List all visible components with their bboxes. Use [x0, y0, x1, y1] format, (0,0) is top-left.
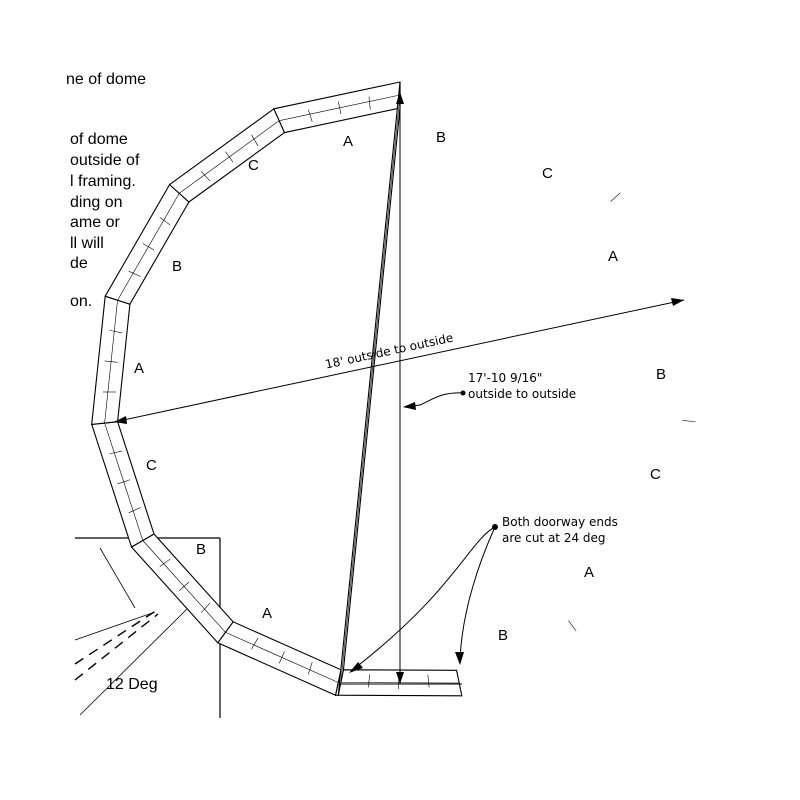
- note-line-3: outside of: [70, 152, 140, 169]
- doorway-note-line-1: Both doorway ends: [502, 515, 618, 529]
- segment-label: A: [262, 605, 273, 622]
- segment-label: B: [196, 541, 207, 558]
- wall-segment: [92, 296, 130, 424]
- segment-label: B: [656, 366, 667, 383]
- doorway-callout: [349, 524, 498, 673]
- doorway-note-line-2: are cut at 24 deg: [502, 531, 606, 545]
- stud-line: [683, 420, 696, 421]
- segment-label: B: [172, 258, 183, 275]
- wall-segment: [274, 82, 400, 133]
- note-line-9: on.: [70, 293, 93, 310]
- diagonal-arrow-right: [671, 298, 684, 306]
- note-line-4: l framing.: [70, 173, 136, 190]
- vertical-dimension: [341, 92, 462, 684]
- wall-segment: [92, 422, 154, 547]
- angle-label: 12 Deg: [106, 676, 158, 693]
- note-line-8: de: [70, 255, 88, 272]
- segment-label: B: [498, 627, 509, 644]
- segment-label: A: [134, 360, 145, 377]
- detail-dashed-2: [75, 612, 154, 664]
- diagonal-dimension-line: [114, 300, 684, 422]
- segment-label: C: [650, 466, 661, 483]
- wall-segment: [170, 109, 285, 202]
- wall-segment-outline: [92, 422, 154, 547]
- note-line-7: ll will: [70, 235, 104, 252]
- segment-label: C: [146, 457, 157, 474]
- note-line-5: ding on: [70, 194, 123, 211]
- vertical-dimension-label-1: 17'-10 9/16": [468, 371, 543, 385]
- note-line-1: ne of dome: [66, 71, 147, 88]
- detail-diagonal-3: [80, 606, 190, 715]
- wall-segment: [132, 534, 234, 643]
- wall-segment-outline: [92, 296, 130, 424]
- detail-diagonal-1: [100, 548, 135, 608]
- segment-label: C: [542, 165, 553, 182]
- vertical-dimension-callout: [403, 391, 466, 411]
- stud-line: [568, 621, 576, 631]
- segment-label: A: [608, 248, 619, 265]
- diagonal-dimension: [114, 298, 684, 424]
- callout-dot: [461, 391, 466, 396]
- doorway-leader-right: [460, 527, 495, 660]
- callout-arrowhead: [403, 402, 416, 410]
- segment-label: A: [343, 133, 354, 150]
- wall-segment-outline: [218, 622, 341, 695]
- dome-wall-ring: [92, 82, 696, 696]
- wall-midline: [341, 95, 400, 683]
- doorway-arrow-right: [455, 652, 464, 665]
- doorway-leader-left: [355, 527, 495, 668]
- detail-dashed-1: [75, 614, 158, 680]
- wall-segment-outline: [274, 82, 400, 133]
- diagonal-dimension-label: 18' outside to outside: [323, 330, 455, 372]
- stud-line: [611, 193, 621, 202]
- note-line-2: of dome: [70, 131, 128, 148]
- vertical-dimension-label-2: outside to outside: [468, 387, 577, 401]
- segment-label: A: [584, 564, 595, 581]
- wall-segment: [218, 622, 341, 695]
- wall-segment-outline: [338, 82, 400, 696]
- segment-label: C: [248, 157, 259, 174]
- segment-label: B: [436, 129, 447, 146]
- note-line-6: ame or: [70, 214, 120, 231]
